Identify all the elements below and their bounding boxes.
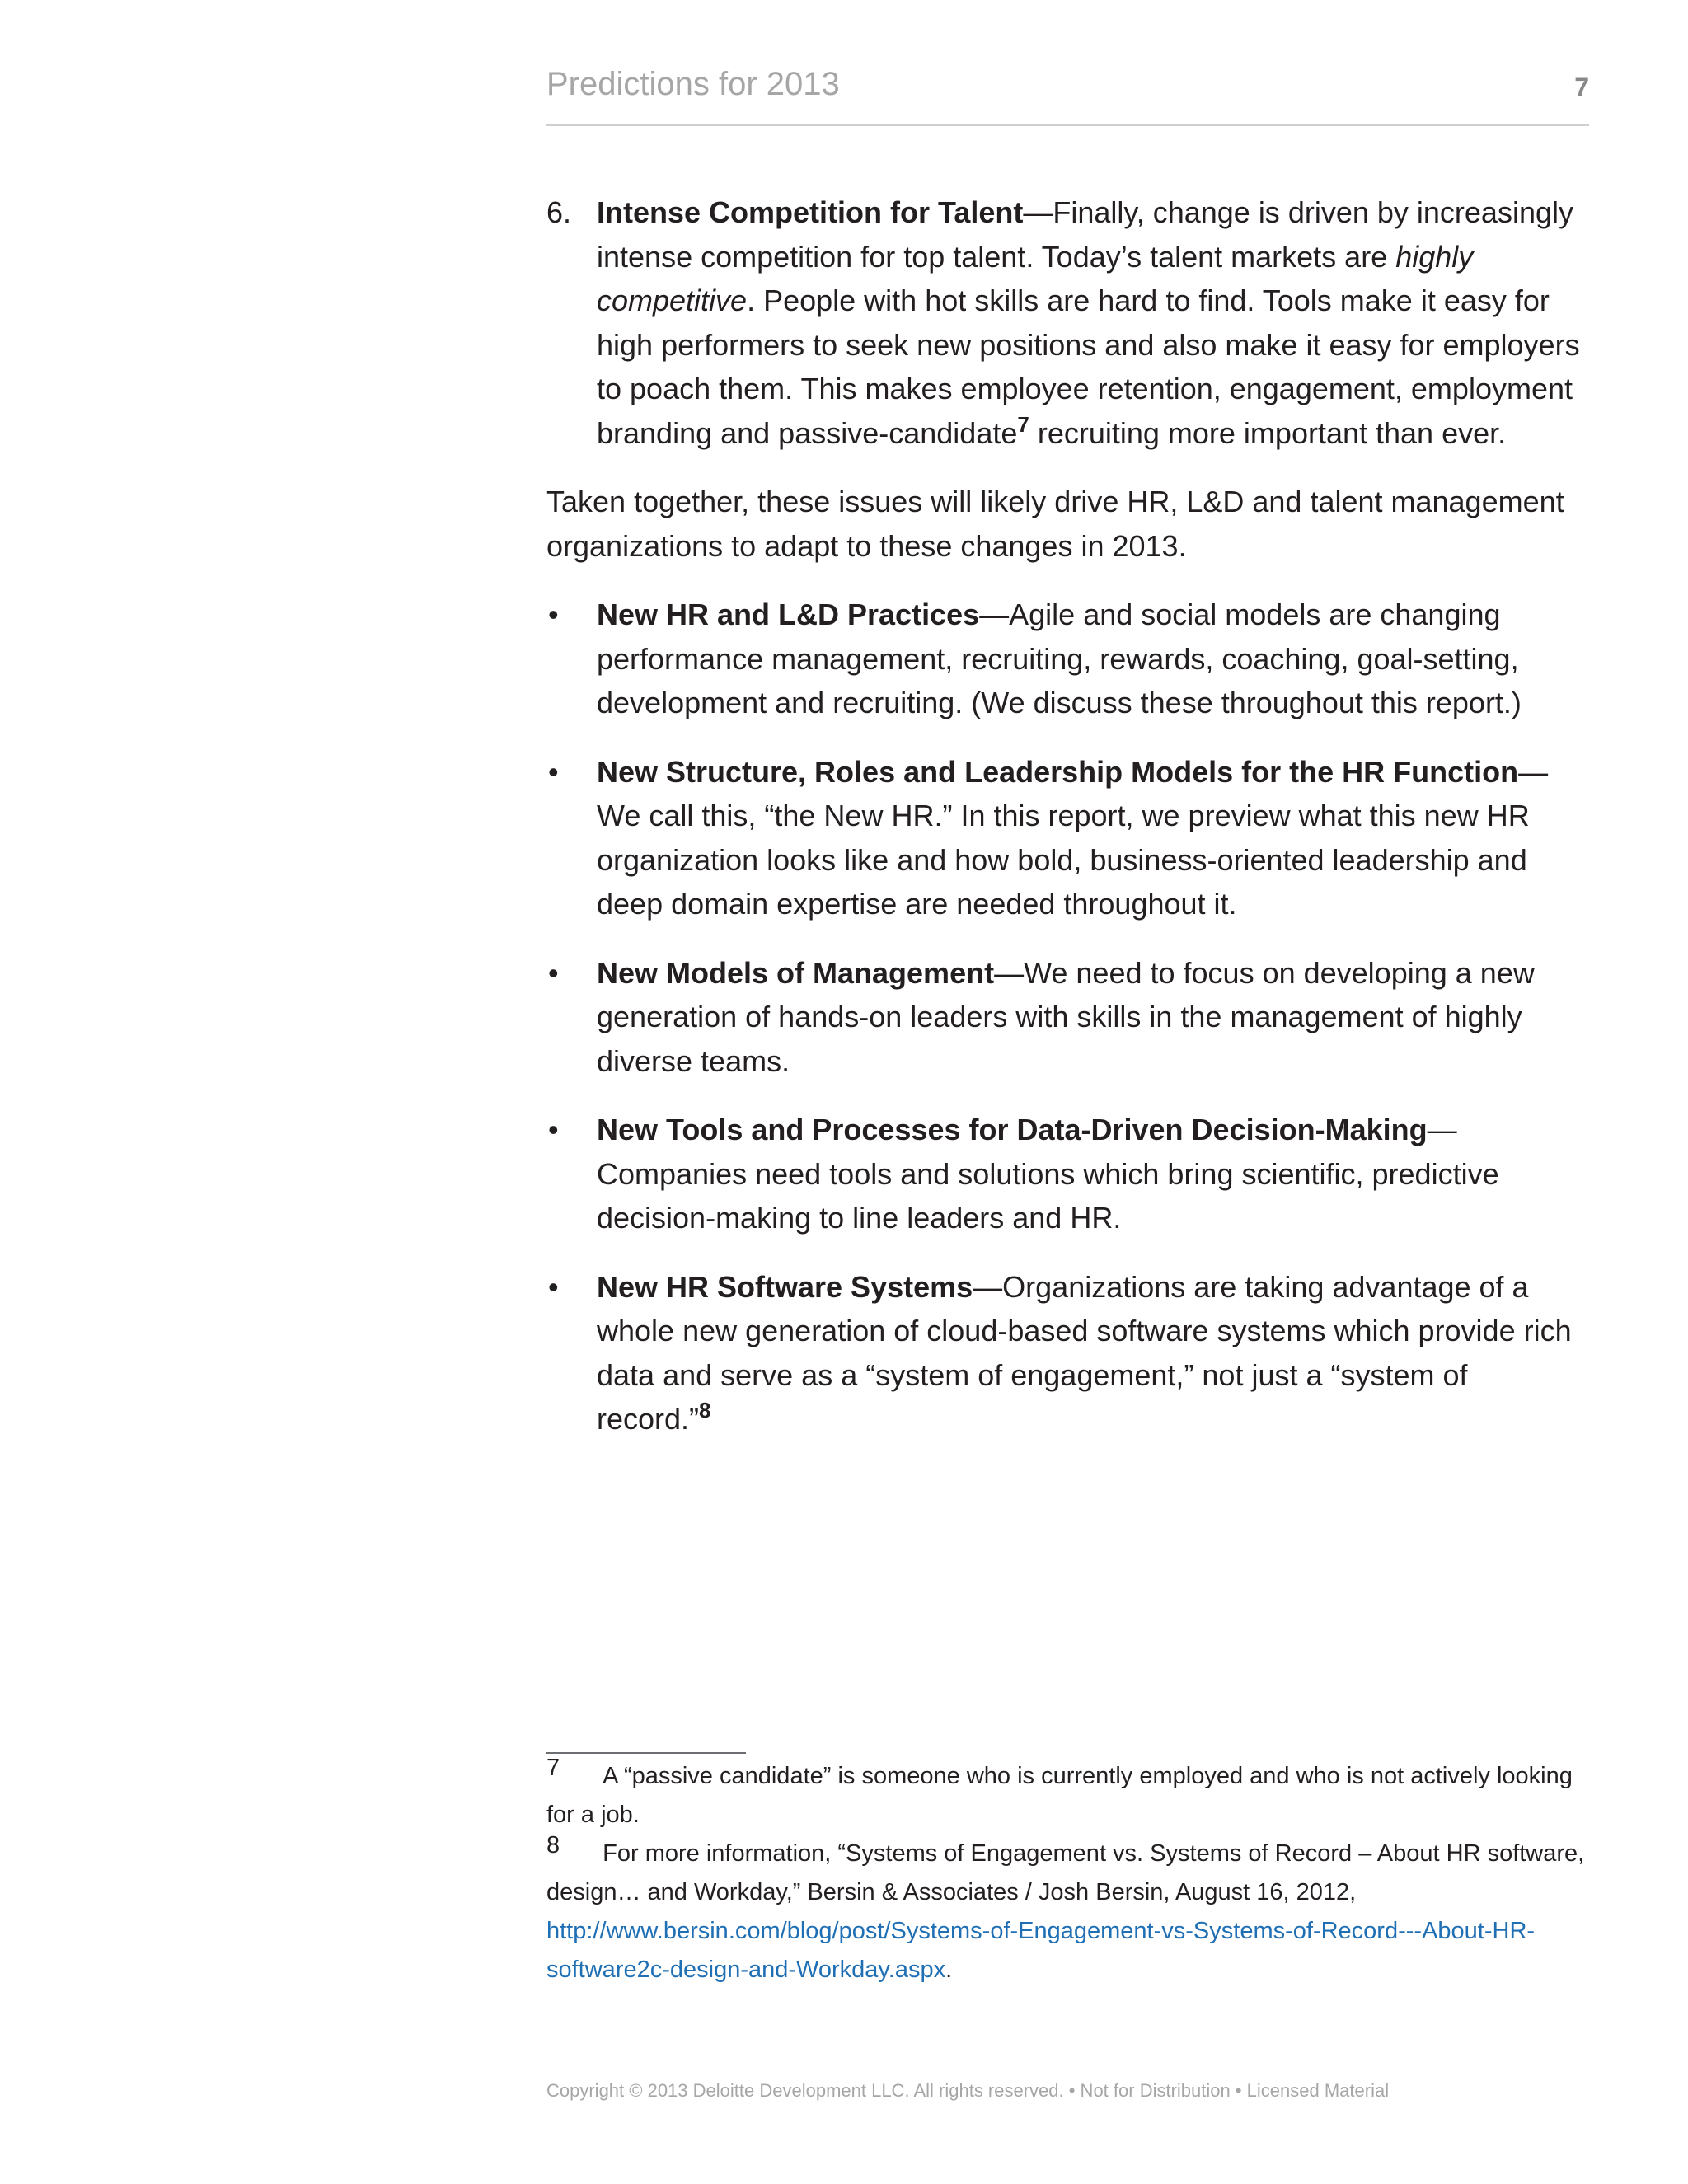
- bullet-item: [546, 750, 1589, 926]
- page-number: 7: [1574, 73, 1589, 102]
- footnote-ref-8[interactable]: 8: [699, 1398, 711, 1422]
- footnotes: [546, 1752, 1589, 1990]
- footnote-number: 8: [546, 1832, 560, 1858]
- running-header: [546, 58, 1589, 126]
- bullet-text: —We need to focus on developing a new generation of hands-on leaders with skills in the management of highly diverse teams.: [597, 955, 1535, 1078]
- bullet-text: —Organizations are taking advantage of a whole new generation of cloud-based software systems which provide rich data and serve as a “system of engagement,” not just a “system of record.”: [597, 1269, 1572, 1436]
- intro-paragraph: Taken together, these issues will likely drive HR, L&D and talent management organizations to adapt to these changes in 2013.: [546, 485, 1564, 563]
- copyright-footer: Copyright © 2013 Deloitte Development LLC. All rights reserved. • Not for Distribution • Licensed Material: [546, 2080, 1390, 2101]
- bullet-text: —Companies need tools and solutions which bring scientific, predictive decision-making to line leaders and HR.: [597, 1113, 1499, 1235]
- bullet-marker: •: [548, 754, 559, 789]
- footnote-8: [546, 1832, 1589, 1990]
- bullet-marker: •: [548, 1113, 559, 1146]
- footnote-text: For more information, “Systems of Engagement vs. Systems of Record – About HR software, design… and Workday,” Bersin & Associates / Josh Bersin, August 16, 2012,: [546, 1840, 1585, 1905]
- running-title: Predictions for 2013: [546, 66, 840, 102]
- page-content: [546, 58, 1589, 1441]
- bullet-lead: New Models of Management: [597, 955, 995, 990]
- item-text: . People with hot skills are hard to find. Tools make it easy for high performers to seek new positions and also make it easy for employers to poach them. This makes employee retention, engagement, employment branding and passive-candidate: [597, 284, 1580, 450]
- bullet-marker: •: [548, 955, 559, 990]
- bullet-text: —We call this, “the New HR.” In this report, we preview what this new HR organization looks like and how bold, business-oriented leadership and deep domain expertise are needed throughout it.: [597, 754, 1549, 921]
- bullet-item: [546, 1265, 1589, 1441]
- bullet-marker: •: [548, 1269, 559, 1304]
- bullet-text: —Agile and social models are changing performance management, recruiting, rewards, coaching, goal-setting, development and recruiting. (We discuss these throughout this report.): [597, 598, 1522, 719]
- footnote-7: [546, 1757, 1589, 1835]
- bullet-lead: New Tools and Processes for Data-Driven Decision-Making: [597, 1113, 1428, 1146]
- item-number: 6.: [546, 195, 572, 229]
- item-text: recruiting more important than ever.: [1029, 415, 1507, 450]
- bullet-marker: •: [548, 598, 559, 631]
- footnote-divider: [546, 1752, 746, 1754]
- bullet-item: [546, 951, 1589, 1084]
- bullet-item: [546, 593, 1589, 725]
- bullet-lead: New HR Software Systems: [597, 1269, 973, 1304]
- bullet-item: [546, 1108, 1589, 1240]
- numbered-item-6: [546, 190, 1589, 455]
- footnote-link[interactable]: http://www.bersin.com/blog/post/Systems-of-Engagement-vs-Systems-of-Record---About-HR-software2c-design-and-Workday.aspx: [546, 1918, 1536, 1983]
- footnote-text: A “passive candidate” is someone who is currently employed and who is not actively looking for a job.: [546, 1763, 1573, 1828]
- item-emphasis: highly competitive: [597, 239, 1474, 317]
- footnote-number: 7: [546, 1755, 560, 1781]
- item-text: —Finally, change is driven by increasingly intense competition for top talent. Today’s talent markets are: [597, 195, 1573, 274]
- bullet-lead: New Structure, Roles and Leadership Models for the HR Function: [597, 754, 1519, 789]
- bullet-lead: New HR and L&D Practices: [597, 598, 980, 631]
- body-text: [546, 190, 1589, 1441]
- footnote-ref-7[interactable]: 7: [1017, 411, 1029, 437]
- footnote-text-end: .: [945, 1957, 953, 1983]
- item-lead: Intense Competition for Talent: [597, 195, 1024, 229]
